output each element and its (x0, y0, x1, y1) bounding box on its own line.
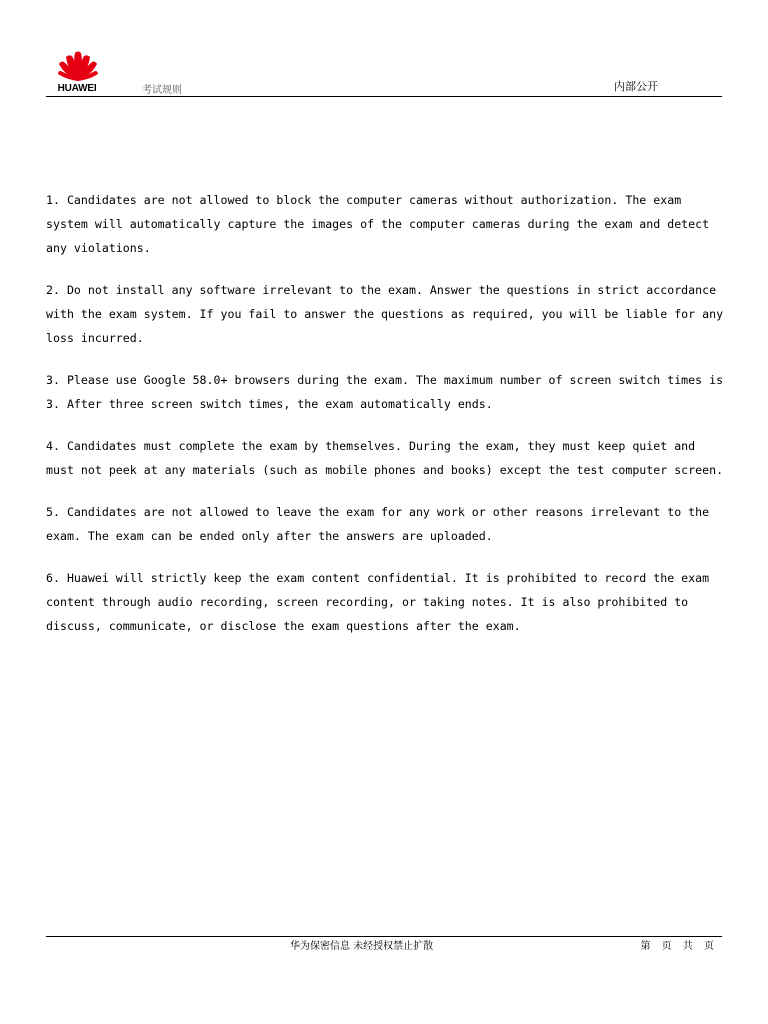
confidential-notice: 华为保密信息 未经授权禁止扩散 (290, 941, 434, 952)
rule-item: 2. Do not install any software irrelevant to the exam. Answer the questions in strict accordance with the exam system. If you fail to answer the questions as required, you will be liable for any loss incurred. (46, 283, 724, 345)
page-footer (46, 936, 722, 957)
rule-item: 3. Please use Google 58.0+ browsers during the exam. The maximum number of screen switch times is 3. After three screen switch times, the exam automatically ends. (46, 373, 724, 411)
rule-item: 1. Candidates are not allowed to block the computer cameras without authorization. The exam system will automatically capture the images of the computer cameras during the exam and detect any violations. (46, 193, 710, 255)
huawei-petals-icon (58, 50, 98, 82)
document-title: 考试规则 (142, 85, 182, 96)
rule-item: 4. Candidates must complete the exam by themselves. During the exam, they must keep quiet and must not peek at any materials (such as mobile phones and books) except the test computer screen. (46, 439, 724, 477)
classification-label: 内部公开 (614, 80, 658, 93)
rule-item: 6. Huawei will strictly keep the exam content confidential. It is prohibited to record the exam content through audio recording, screen recording, or taking notes. It is also prohibited to discuss, communicate, or disclose the exam questions after the exam. (46, 571, 710, 633)
page-number-info: 第 页 共 页 (640, 941, 714, 952)
huawei-logo (46, 48, 108, 95)
rule-item: 5. Candidates are not allowed to leave the exam for any work or other reasons irrelevant to the exam. The exam can be ended only after the answers are uploaded. (46, 505, 710, 543)
page-header (46, 48, 722, 97)
rules-list (46, 188, 724, 656)
logo-text: HUAWEI (57, 83, 97, 94)
